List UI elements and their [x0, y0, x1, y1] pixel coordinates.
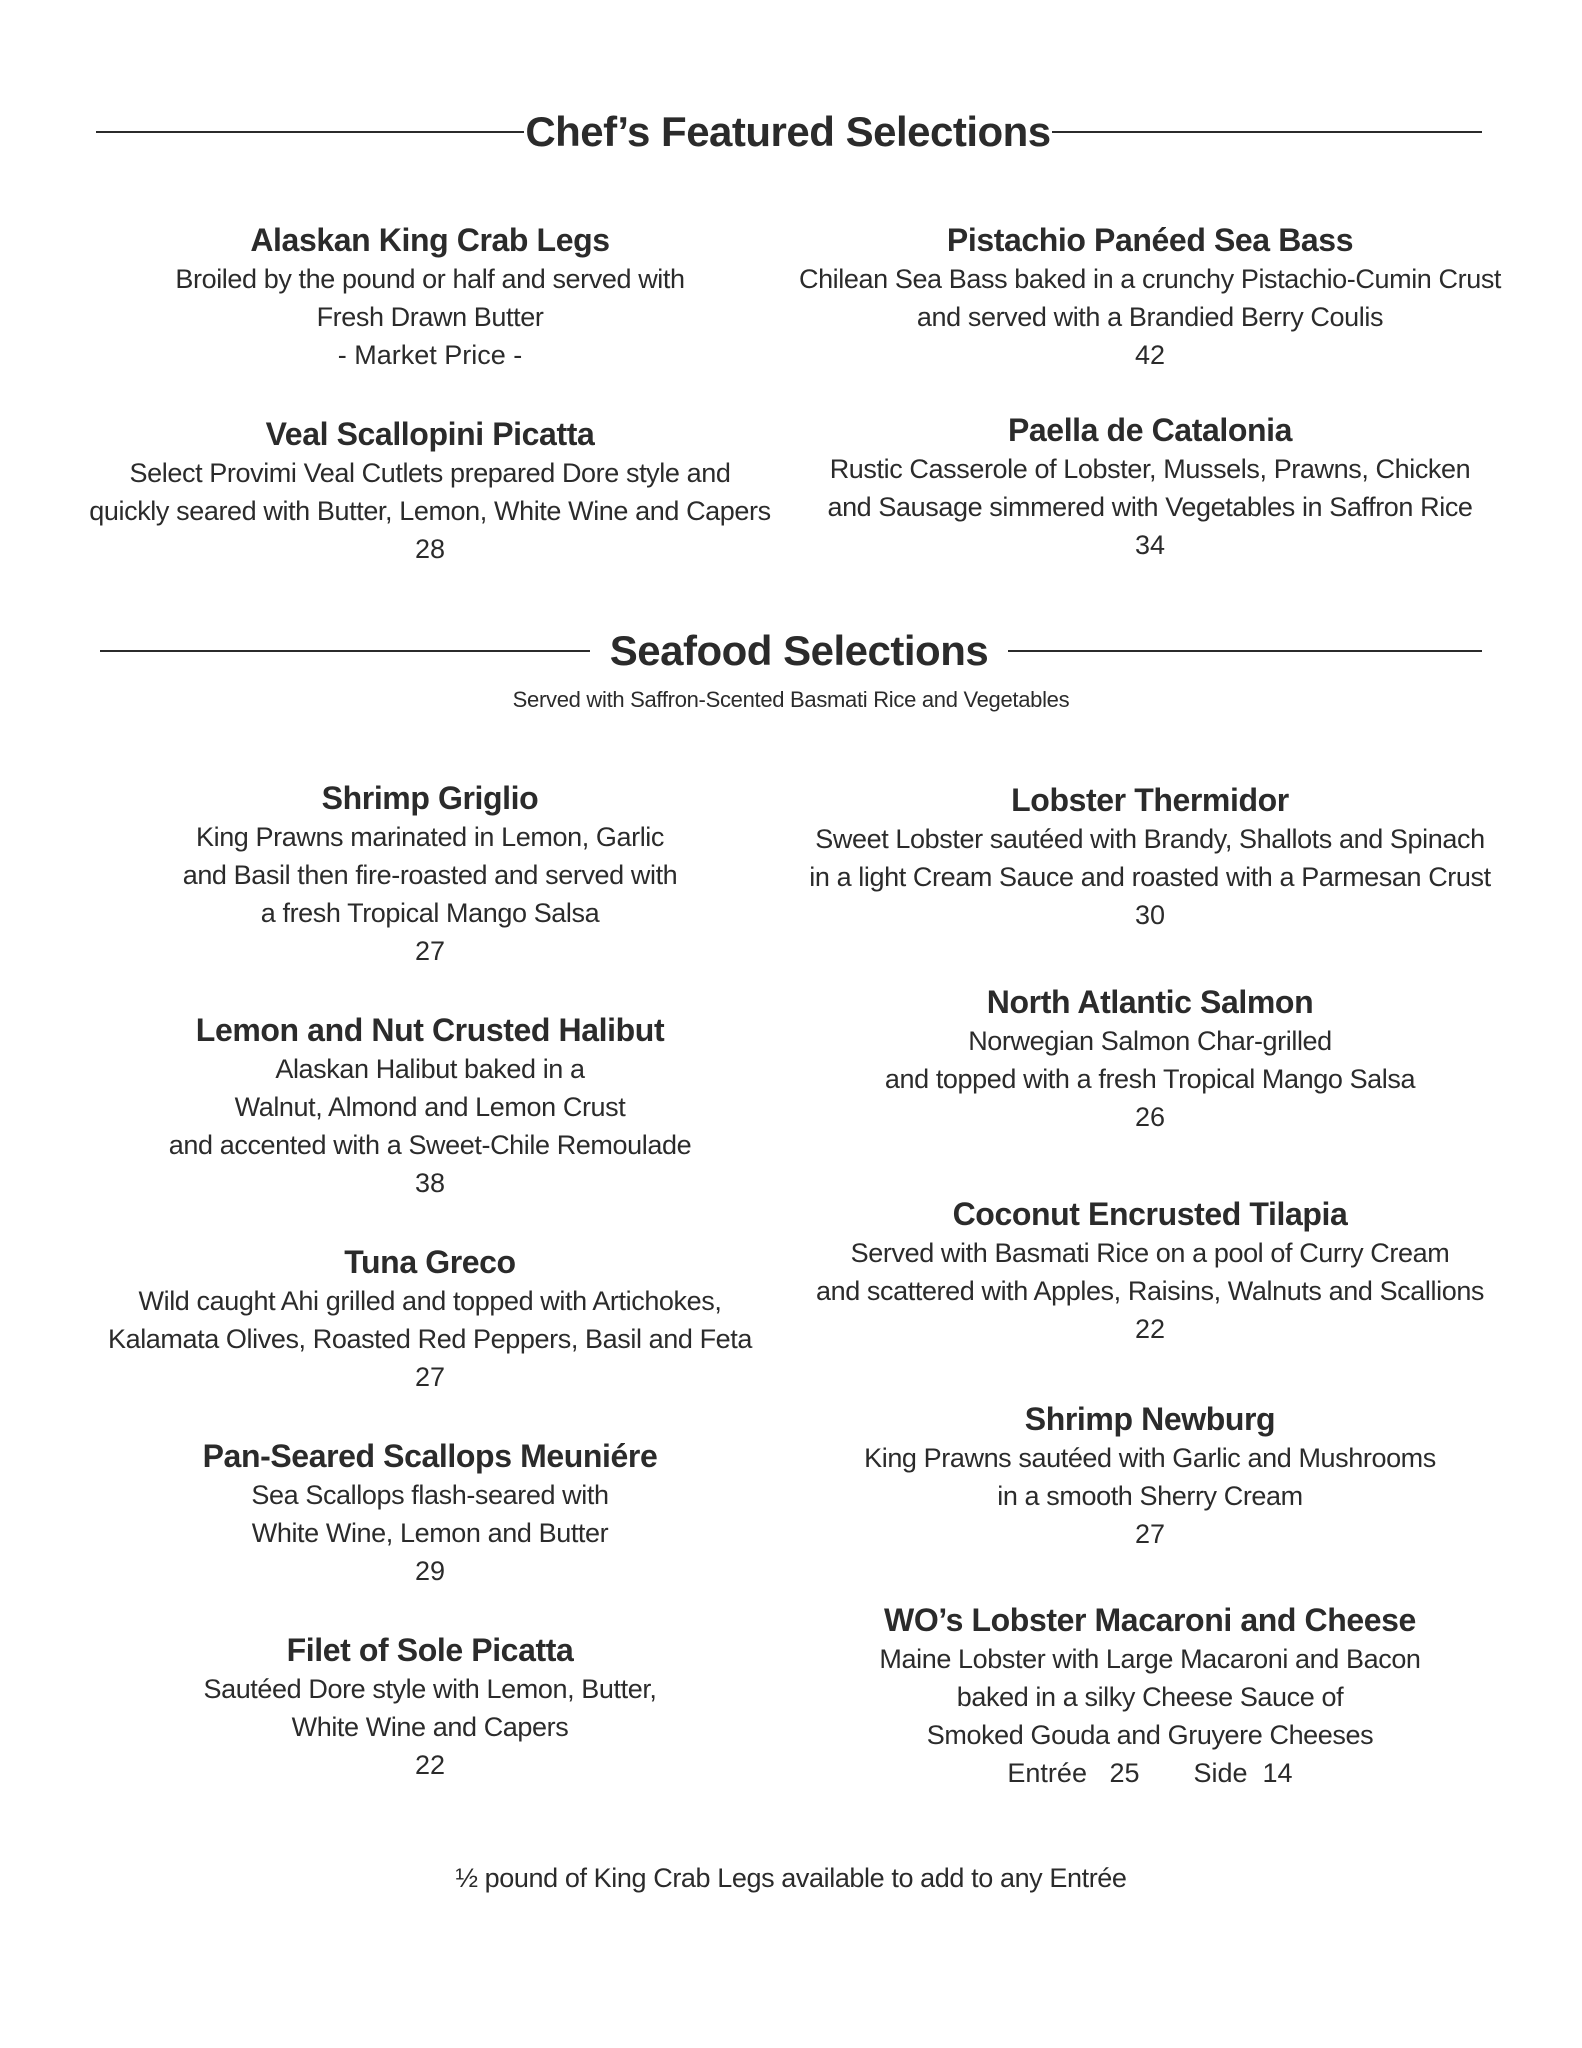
- seafood-subtitle: Served with Saffron-Scented Basmati Rice and Vegetables: [512, 687, 1070, 712]
- item-price: 27: [414, 936, 446, 966]
- seafood-left-rule: [100, 650, 590, 652]
- item-description: Served with Basmati Rice on a pool of Curry Cream: [850, 1238, 1450, 1268]
- item-description: a fresh Tropical Mango Salsa: [260, 898, 600, 928]
- item-description: Norwegian Salmon Char-grilled: [968, 1026, 1332, 1056]
- seafood-section-title: Seafood Selections: [609, 627, 989, 674]
- item-description: White Wine, Lemon and Butter: [251, 1518, 609, 1548]
- item-price-side: Side 14: [1193, 1758, 1293, 1788]
- seafood-right-rule: [1008, 650, 1482, 652]
- item-price: 38: [414, 1168, 446, 1198]
- item-name: Filet of Sole Picatta: [286, 1632, 574, 1668]
- item-description: Sea Scallops flash-seared with: [251, 1480, 609, 1510]
- item-price: 26: [1134, 1102, 1166, 1132]
- item-description: and served with a Brandied Berry Coulis: [916, 302, 1384, 332]
- item-description: Smoked Gouda and Gruyere Cheeses: [926, 1720, 1374, 1750]
- menu-item: [70, 414, 790, 568]
- item-price: 22: [414, 1750, 446, 1780]
- item-description: King Prawns sautéed with Garlic and Mushrooms: [864, 1443, 1436, 1473]
- item-name: Lobster Thermidor: [1011, 782, 1289, 818]
- item-description: and topped with a fresh Tropical Mango Salsa: [884, 1064, 1416, 1094]
- item-description: and Basil then fire-roasted and served with: [182, 860, 678, 890]
- item-price: - Market Price -: [337, 340, 523, 370]
- item-price: 42: [1134, 340, 1166, 370]
- item-name: Veal Scallopini Picatta: [265, 416, 595, 452]
- item-name: Lemon and Nut Crusted Halibut: [195, 1012, 665, 1048]
- item-description: Sautéed Dore style with Lemon, Butter,: [203, 1674, 657, 1704]
- featured-section-title: Chef’s Featured Selections: [525, 108, 1051, 155]
- item-price-entree: Entrée 25: [1007, 1758, 1140, 1788]
- item-name: Pistachio Panéed Sea Bass: [946, 222, 1354, 258]
- item-name: North Atlantic Salmon: [986, 984, 1314, 1020]
- item-description: Kalamata Olives, Roasted Red Peppers, Basil and Feta: [107, 1324, 753, 1354]
- item-description: and accented with a Sweet-Chile Remoulade: [168, 1130, 692, 1160]
- menu-item: [70, 1630, 790, 1784]
- item-description: Maine Lobster with Large Macaroni and Bacon: [879, 1644, 1421, 1674]
- menu-item: [790, 410, 1510, 564]
- item-description: Broiled by the pound or half and served with: [175, 264, 685, 294]
- item-price: 28: [414, 534, 446, 564]
- menu-item: [790, 982, 1510, 1136]
- item-description: Chilean Sea Bass baked in a crunchy Pistachio-Cumin Crust: [798, 264, 1502, 294]
- item-name: Shrimp Griglio: [321, 780, 539, 816]
- item-name: Coconut Encrusted Tilapia: [952, 1196, 1348, 1232]
- featured-section-header: [0, 108, 1582, 156]
- item-price-split: [790, 1754, 1510, 1792]
- item-name: Tuna Greco: [344, 1244, 516, 1280]
- menu-item: [790, 220, 1510, 374]
- item-name: Pan-Seared Scallops Meuniére: [202, 1438, 658, 1474]
- menu-item: [790, 1600, 1510, 1792]
- item-description: in a smooth Sherry Cream: [997, 1481, 1303, 1511]
- menu-item: [70, 1242, 790, 1396]
- item-description: Walnut, Almond and Lemon Crust: [234, 1092, 626, 1122]
- menu-item: [70, 778, 790, 970]
- item-name: WO’s Lobster Macaroni and Cheese: [884, 1602, 1416, 1638]
- menu-item: [790, 1194, 1510, 1348]
- item-description: Fresh Drawn Butter: [316, 302, 544, 332]
- item-description: quickly seared with Butter, Lemon, White Wine and Capers: [89, 496, 771, 526]
- item-price: 27: [414, 1362, 446, 1392]
- footer-note: ½ pound of King Crab Legs available to add to any Entrée: [455, 1863, 1127, 1893]
- menu-item: [70, 1010, 790, 1202]
- item-description: Alaskan Halibut baked in a: [275, 1054, 585, 1084]
- item-description: Rustic Casserole of Lobster, Mussels, Prawns, Chicken: [829, 454, 1471, 484]
- item-name: Paella de Catalonia: [1007, 412, 1293, 448]
- item-description: and Sausage simmered with Vegetables in Saffron Rice: [827, 492, 1473, 522]
- item-price: 22: [1134, 1314, 1166, 1344]
- featured-right-rule: [1052, 131, 1482, 133]
- item-price: 27: [1134, 1519, 1166, 1549]
- item-description: Sweet Lobster sautéed with Brandy, Shallots and Spinach: [815, 824, 1485, 854]
- item-description: baked in a silky Cheese Sauce of: [956, 1682, 1344, 1712]
- item-description: Select Provimi Veal Cutlets prepared Dore style and: [129, 458, 731, 488]
- item-price: 34: [1134, 530, 1166, 560]
- seafood-section-header: [0, 627, 1582, 675]
- item-price: 30: [1134, 900, 1166, 930]
- menu-item: [790, 780, 1510, 934]
- menu-item: [70, 1436, 790, 1590]
- item-description: White Wine and Capers: [291, 1712, 569, 1742]
- item-description: and scattered with Apples, Raisins, Walnuts and Scallions: [815, 1276, 1485, 1306]
- item-name: Alaskan King Crab Legs: [250, 222, 610, 258]
- item-price: 29: [414, 1556, 446, 1586]
- item-description: in a light Cream Sauce and roasted with a Parmesan Crust: [809, 862, 1491, 892]
- featured-left-rule: [96, 131, 524, 133]
- item-description: Wild caught Ahi grilled and topped with Artichokes,: [138, 1286, 722, 1316]
- menu-item: [70, 220, 790, 374]
- item-description: King Prawns marinated in Lemon, Garlic: [195, 822, 665, 852]
- menu-item: [790, 1399, 1510, 1553]
- item-name: Shrimp Newburg: [1024, 1401, 1276, 1437]
